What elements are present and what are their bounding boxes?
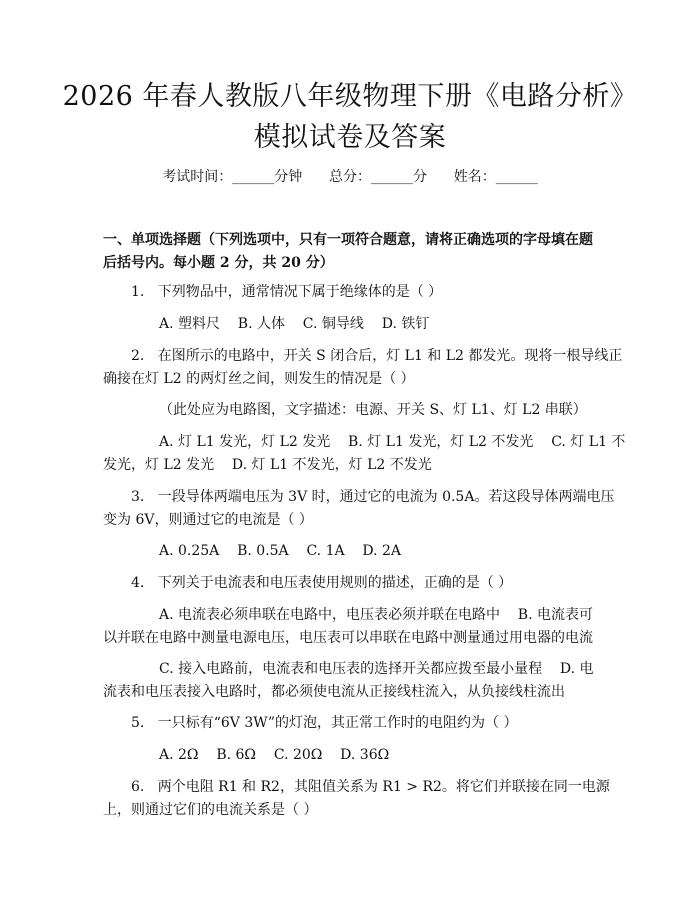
question-1-options: A. 塑料尺 B. 人体 C. 铜导线 D. 铁钉 <box>159 316 430 332</box>
question-2-stem-line-1: 2. 在图所示的电路中，开关 S 闭合后，灯 L1 和 L2 都发光。现将一根导线正 <box>131 348 623 364</box>
question-1-stem: 1. 下列物品中，通常情况下属于绝缘体的是（ ） <box>131 284 443 300</box>
question-3-options: A. 0.25A B. 0.5A C. 1A D. 2A <box>159 543 402 559</box>
question-6-stem-line-1: 6. 两个电阻 R1 和 R2，其阻值关系为 R1 > R2。将它们并联接在同一电源 <box>131 779 610 795</box>
question-2-options-line-1: A. 灯 L1 发光，灯 L2 发光 B. 灯 L1 发光，灯 L2 不发光 C. 灯 L1 不 <box>159 434 626 450</box>
question-4-options-line-4: 流表和电压表接入电路时，都必须使电流从正接线柱流入，从负接线柱流出 <box>103 684 565 700</box>
document-title: 2026 年春人教版八年级物理下册《电路分析》模拟试卷及答案 <box>62 81 638 153</box>
question-3-stem-line-2: 变为 6V，则通过它的电流是（ ） <box>103 512 313 528</box>
question-3-stem-line-1: 3. 一段导体两端电压为 3V 时，通过它的电流为 0.5A。若这段导体两端电压 <box>131 489 615 505</box>
question-4-options-line-2: 以并联在电路中测量电源电压，电压表可以串联在电路中测量通过用电器的电流 <box>103 630 593 646</box>
section-heading-single-choice: 一、单项选择题（下列选项中，只有一项符合题意，请将正确选项的字母填在题后括号内。每小题 2 分，共 20 分） <box>103 232 593 271</box>
question-2-options-line-2: 发光，灯 L2 发光 D. 灯 L1 不发光，灯 L2 不发光 <box>103 457 432 473</box>
question-5-stem: 5. 一只标有“6V 3W”的灯泡，其正常工作时的电阻约为（ ） <box>131 715 518 731</box>
question-4-stem: 4. 下列关于电流表和电压表使用规则的描述，正确的是（ ） <box>131 575 513 591</box>
question-4-options-line-1: A. 电流表必须串联在电路中，电压表必须并联在电路中 B. 电流表可 <box>159 607 593 623</box>
question-2-stem-line-2: 确接在灯 L2 的两灯丝之间，则发生的情况是（ ） <box>103 371 415 387</box>
question-2-figure-note: （此处应为电路图，文字描述：电源、开关 S、灯 L1、灯 L2 串联） <box>159 402 587 418</box>
question-6-stem-line-2: 上，则通过它们的电流关系是（ ） <box>103 802 318 818</box>
question-5-options: A. 2Ω B. 6Ω C. 20Ω D. 36Ω <box>159 747 390 763</box>
exam-info-line: 考试时间：______分钟 总分：______分 姓名：______ <box>162 169 538 185</box>
question-4-options-line-3: C. 接入电路前，电流表和电压表的选择开关都应拨至最小量程 D. 电 <box>159 661 594 677</box>
